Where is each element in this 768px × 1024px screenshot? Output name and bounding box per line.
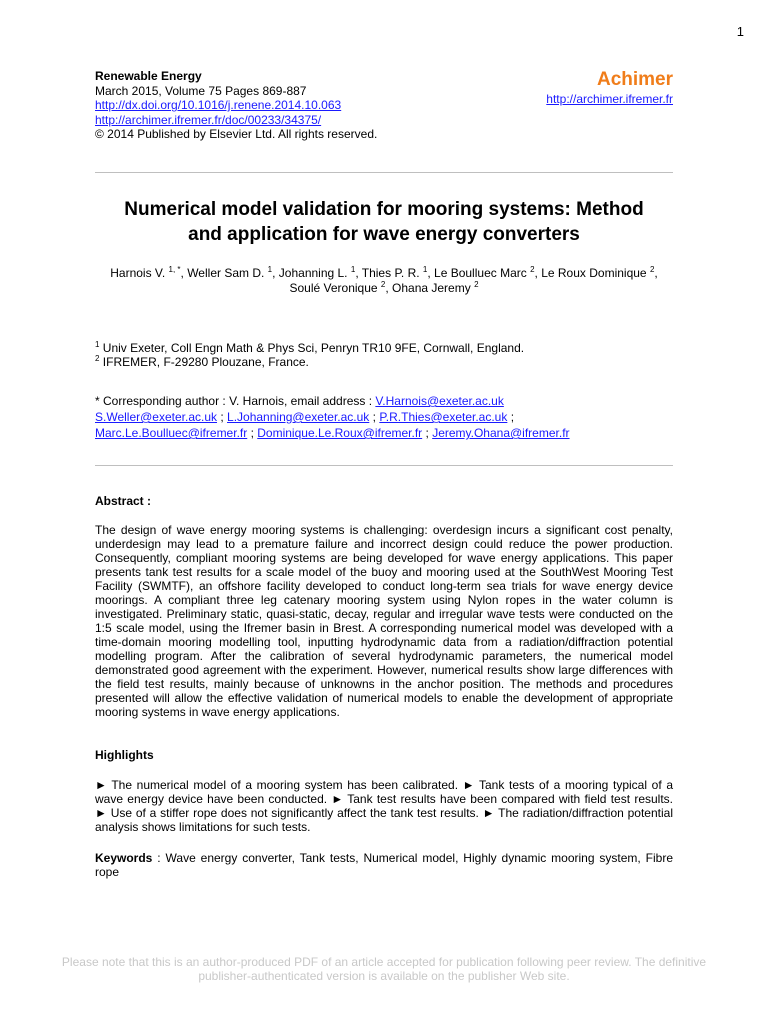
affiliation-text: Univ Exeter, Coll Engn Math & Phys Sci, Penryn TR10 9FE, Cornwall, England. bbox=[99, 341, 525, 355]
abstract-text: The design of wave energy mooring systems is challenging: overdesign incurs a significant cost penalty, underdesign may lead to a premature failure and incorrect design could reduce the power production. Consequently, compliant mooring systems are being developed for wave energy applications. This paper presents tank test results for a scale model of the buoy and mooring used at the SouthWest Mooring Test Facility (SWMTF), an offshore facility developed to conduct long-term sea trials for wave energy device moorings. A compliant three leg catenary mooring system using Nylon ropes in the water column is investigated. Preliminary static, quasi-static, decay, regular and irregular wave tests were conducted on the 1:5 scale model, using the Ifremer basin in Brest. A corresponding numerical model was developed with a time-domain mooring modelling tool, inputting hydrodynamic data from a radiation/diffraction potential modelling program. After the calibration of several hydrodynamic parameters, the numerical model demonstrated good agreement with the experiment. However, numerical results show large differences with the field test results, mainly because of unknowns in the anchor position. The methods and procedures presented will allow the effective validation of numerical models to enable the development of appropriate mooring systems in wave energy applications. bbox=[95, 523, 673, 719]
corresp-line-2 bbox=[95, 409, 673, 425]
author-sup: 1 bbox=[350, 265, 356, 274]
corresp-prefix: * Corresponding author : V. Harnois, email address : bbox=[95, 394, 376, 408]
page-number: 1 bbox=[736, 24, 744, 39]
author: , Le Boulluec Marc bbox=[427, 266, 531, 280]
corresp-line-1 bbox=[95, 393, 673, 409]
affiliations bbox=[95, 341, 524, 369]
author: , Ohana Jeremy bbox=[385, 281, 475, 295]
achimer-block bbox=[546, 68, 673, 106]
author-sup: 2 bbox=[380, 280, 386, 289]
email-separator: ; bbox=[247, 426, 258, 440]
affiliation-sup: 1 bbox=[95, 340, 100, 349]
author: , Thies P. R. bbox=[355, 266, 423, 280]
journal-name: Renewable Energy bbox=[95, 69, 202, 83]
email-link[interactable]: Jeremy.Ohana@ifremer.fr bbox=[432, 426, 570, 440]
email-link[interactable]: Marc.Le.Boulluec@ifremer.fr bbox=[95, 426, 248, 440]
email-separator: ; bbox=[507, 410, 515, 424]
title-line: Numerical model validation for mooring systems: Method bbox=[124, 199, 644, 220]
highlights-text: ► The numerical model of a mooring system has been calibrated. ► Tank tests of a mooring typical of a wave energy device have been conducted. ► Tank test results have been compared with field test results. ► Use of a stiffer rope does not significantly affect the tank test results. ► The radiation/diffraction potential analysis shows limitations for such tests. bbox=[95, 778, 673, 834]
journal-issue: March 2015, Volume 75 Pages 869-887 bbox=[95, 83, 307, 98]
keywords bbox=[95, 851, 673, 879]
email-link[interactable]: Dominique.Le.Roux@ifremer.fr bbox=[257, 426, 423, 440]
corresp-line-3 bbox=[95, 425, 673, 441]
author-sup: 2 bbox=[474, 280, 479, 289]
author-line-1 bbox=[95, 266, 673, 281]
email-link[interactable]: P.R.Thies@exeter.ac.uk bbox=[379, 410, 508, 424]
paper-title bbox=[95, 197, 673, 247]
author: , Johanning L. bbox=[272, 266, 351, 280]
affiliation bbox=[95, 355, 524, 369]
email-link[interactable]: V.Harnois@exeter.ac.uk bbox=[375, 394, 504, 408]
copyright-notice: © 2014 Published by Elsevier Ltd. All rights reserved. bbox=[95, 127, 378, 141]
affiliation bbox=[95, 341, 524, 355]
author-sup: 1 bbox=[267, 265, 273, 274]
author-list bbox=[95, 266, 673, 296]
divider-bottom bbox=[95, 465, 673, 466]
email-link[interactable]: L.Johanning@exeter.ac.uk bbox=[227, 410, 370, 424]
title-line: and application for wave energy converters bbox=[188, 224, 580, 245]
author-sup: 1 bbox=[422, 265, 428, 274]
archive-link[interactable]: http://archimer.ifremer.fr/doc/00233/34375/ bbox=[95, 112, 322, 127]
affiliation-sup: 2 bbox=[95, 354, 100, 363]
footer-note: Please note that this is an author-produced PDF of an article accepted for publication following peer review. The definitive publisher-authenticated version is available on the publisher Web site. bbox=[61, 955, 707, 983]
divider-top bbox=[95, 172, 673, 173]
author: Harnois V. bbox=[110, 266, 169, 280]
doi-link[interactable]: http://dx.doi.org/10.1016/j.renene.2014.10.063 bbox=[95, 98, 342, 112]
author-sup: 1, * bbox=[168, 265, 181, 274]
author: Soulé Veronique bbox=[289, 281, 381, 295]
achimer-logo: Achimer bbox=[596, 69, 673, 90]
keywords-label: Keywords bbox=[95, 851, 153, 865]
author-line-2 bbox=[95, 281, 673, 296]
author-sup: 2 bbox=[649, 265, 655, 274]
abstract-heading: Abstract : bbox=[95, 494, 152, 508]
achimer-link[interactable]: http://archimer.ifremer.fr bbox=[546, 92, 673, 106]
corresponding-author bbox=[95, 393, 673, 441]
keywords-text: : Wave energy converter, Tank tests, Numerical model, Highly dynamic mooring system, Fibre rope bbox=[95, 851, 673, 879]
email-separator: ; bbox=[422, 426, 433, 440]
author: , Weller Sam D. bbox=[180, 266, 268, 280]
email-link[interactable]: S.Weller@exeter.ac.uk bbox=[95, 410, 218, 424]
journal-info bbox=[95, 69, 377, 142]
author: , Le Roux Dominique bbox=[534, 266, 650, 280]
affiliation-text: IFREMER, F-29280 Plouzane, France. bbox=[99, 355, 309, 369]
author-sup: 2 bbox=[530, 265, 535, 274]
email-separator: ; bbox=[217, 410, 228, 424]
highlights-heading: Highlights bbox=[95, 748, 154, 762]
email-separator: ; bbox=[369, 410, 380, 424]
author: , bbox=[654, 266, 658, 280]
